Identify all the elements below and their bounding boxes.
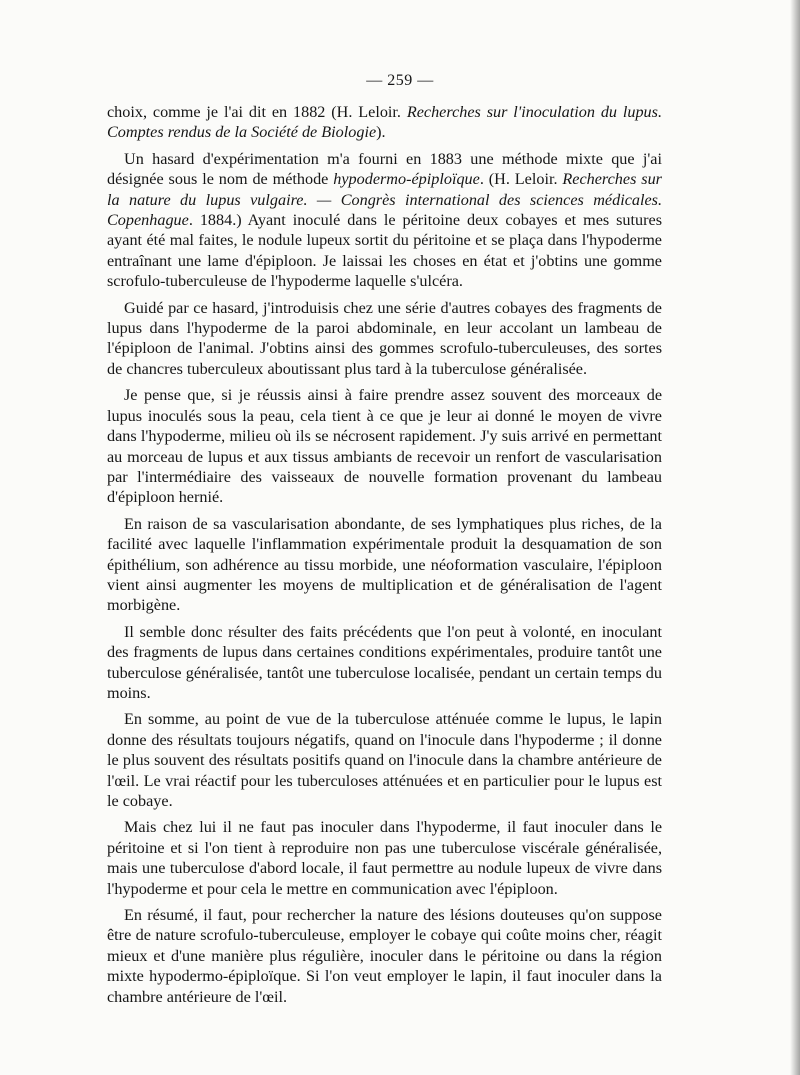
- paragraph-text: Mais chez lui il ne faut pas inoculer dans l'hypoderme, il faut inoculer dans le péritoine et si l'on tient à reproduire non pas une tuberculose viscérale généralisée, mais une tuberculose d'abord locale, il faut permettre au nodule lupeux de vivre dans l'hypoderme et pour cela le mettre en communication avec l'épiploon.: [107, 818, 662, 898]
- paragraph-text: En somme, au point de vue de la tuberculose atténuée comme le lupus, le lapin donne des résultats toujours négatifs, quand on l'inocule dans l'hypoderme ; il donne le plus souvent des résultats positifs quand on l'inocule dans la chambre antérieure de l'œil. Le vrai réactif pour les tuberculoses atténuées et en particulier pour le lupus est le cobaye.: [107, 710, 662, 810]
- paragraph-text: En résumé, il faut, pour rechercher la nature des lésions douteuses qu'on suppose être de nature scrofulo-tuberculeuse, employer le cobaye qui coûte moins cher, réagit mieux et d'une manière plus régulière, inoculer dans le péritoine ou dans la région mixte hypodermo-épiploïque. Si l'on veut employer le lapin, il faut inoculer dans la chambre antérieure de l'œil.: [107, 906, 662, 1006]
- paragraph-8: [107, 817, 662, 899]
- paragraph-text: . 1884.) Ayant inoculé dans le péritoine deux cobayes et mes sutures ayant été mal faites, le nodule lupeux sortit du péritoine et se plaça dans l'hypoderme entraînant une lame d'épiploon. Je laissai les choses en état et j'obtins une gomme scrofulo-tuberculeuse de l'hypoderme laquelle s'ulcéra.: [107, 211, 662, 291]
- paragraph-text: Il semble donc résulter des faits précédents que l'on peut à volonté, en inoculant des fragments de lupus dans certaines conditions expérimentales, produire tantôt une tuberculose généralisée, tantôt une tuberculose localisée, pendant un certain temps du moins.: [107, 622, 662, 702]
- paragraph-text: Je pense que, si je réussis ainsi à faire prendre assez souvent des morceaux de lupus inoculés sous la peau, cela tient à ce que je leur ai donné le moyen de vivre dans l'hypoderme, milieu où ils se nécrosent rapidement. J'y suis arrivé en permettant au morceau de lupus et aux tissus ambiants de recevoir un renfort de vascularisation par l'intermédiaire des vaisseaux de nouvelle formation provenant du lambeau d'épiploon hernié.: [107, 386, 662, 507]
- paragraph-9: [107, 905, 662, 1007]
- paragraph-text: En raison de sa vascularisation abondante, de ses lymphatiques plus riches, de la facilité avec laquelle l'inflammation expérimentale produit la desquamation de son épithélium, son adhérence au tissu morbide, une néoformation vasculaire, l'épiploon vient ainsi augmenter les moyens de multiplication et de généralisation de l'agent morbigène.: [107, 514, 662, 615]
- body-text: [107, 102, 662, 1013]
- page-edge-shadow: [790, 0, 800, 1075]
- paragraph-text: ).: [376, 123, 386, 142]
- paragraph-text: choix, comme je l'ai dit en 1882 (H. Leloir.: [107, 103, 407, 121]
- paragraph-5: [107, 514, 662, 616]
- paragraph-1: [107, 102, 662, 143]
- paragraph-text: Un hasard d'expérimentation m'a fourni en 1883 une méthode mixte que j'ai désignée sous le nom de méthode: [107, 149, 662, 189]
- paragraph-4: [107, 385, 662, 507]
- paragraph-6: [107, 622, 662, 704]
- italic-citation-text: hypodermo-épiploïque: [333, 170, 480, 189]
- page-number: — 259 —: [366, 72, 434, 89]
- paragraph-2: [107, 149, 662, 292]
- paragraph-3: [107, 298, 662, 380]
- italic-citation-text: Recherches sur l'inoculation du lupus. Comptes rendus de la Société de Biologie: [107, 103, 662, 142]
- paragraph-text: Guidé par ce hasard, j'introduisis chez une série d'autres cobayes des fragments de lupus dans l'hypoderme de la paroi abdominale, en leur accolant un lambeau de l'épiploon de l'animal. J'obtins ainsi des gommes scrofulo-tuberculeuses, des sortes de chancres tuberculeux aboutissant plus tard à la tuberculose généralisée.: [107, 298, 662, 378]
- paragraph-7: [107, 709, 662, 811]
- paragraph-text: . (H. Leloir.: [479, 170, 563, 189]
- italic-citation-text: Recherches sur la nature du lupus vulgaire. — Congrès international des sciences médicales. Copenhague: [107, 170, 662, 230]
